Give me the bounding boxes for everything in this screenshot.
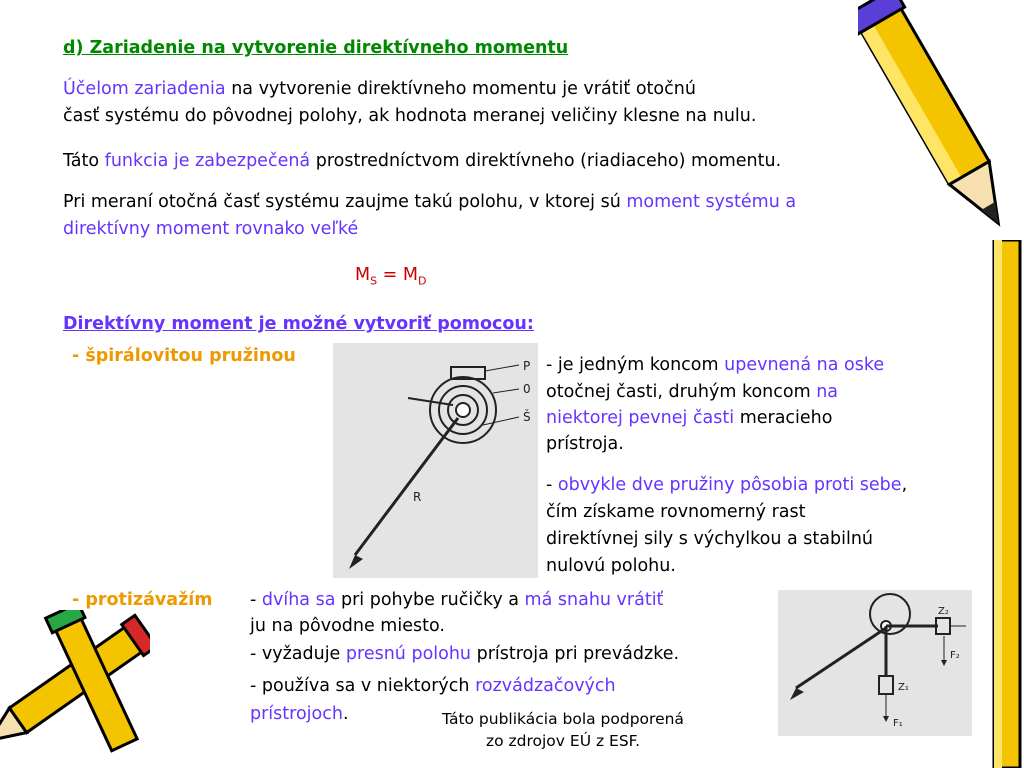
fig-label-o: 0 bbox=[523, 382, 531, 396]
spring-desc-1-line-3 bbox=[546, 406, 832, 431]
counterweight-label: - protizávažím bbox=[72, 590, 213, 610]
spring-desc-2-b: obvykle dve pružiny pôsobia proti sebe bbox=[557, 475, 902, 495]
spring-desc-2-line-2: čím získame rovnomerný rast bbox=[546, 502, 806, 522]
footer-line-2: zo zdrojov EÚ z ESF. bbox=[485, 732, 641, 750]
formula bbox=[355, 263, 426, 294]
counter-desc-1-a: - bbox=[250, 590, 262, 610]
spring-desc-1-e: niektorej pevnej časti bbox=[546, 408, 735, 428]
spring-desc-1-d: na bbox=[816, 382, 839, 402]
counter-desc-2 bbox=[250, 642, 679, 667]
fig-label-f2: F₂ bbox=[950, 650, 960, 661]
paragraph-2 bbox=[63, 149, 781, 174]
paragraph-3-line-2: direktívny moment rovnako veľké bbox=[63, 219, 359, 239]
purpose-highlight: Účelom zariadenia bbox=[63, 79, 226, 99]
paragraph-3-text: Pri meraní otočná časť systému zaujme takú polohu, v ktorej sú bbox=[63, 192, 627, 212]
paragraph-1-line-1 bbox=[63, 77, 696, 102]
formula-sub-d: D bbox=[417, 274, 427, 288]
formula-equals: = M bbox=[377, 265, 418, 285]
fig-label-z1: Z₁ bbox=[898, 682, 909, 693]
pencil-decoration-right bbox=[990, 240, 1024, 768]
counter-desc-1-line-2: ju na pôvodne miesto. bbox=[250, 616, 445, 636]
counter-desc-3-a: - používa sa v niektorých bbox=[250, 676, 476, 696]
counter-desc-3-line-1 bbox=[250, 674, 616, 699]
counterweight-diagram bbox=[778, 590, 972, 736]
spring-desc-1-f: meracieho bbox=[734, 408, 833, 428]
fig-label-f1: F₁ bbox=[893, 718, 903, 729]
counter-desc-3-d: . bbox=[342, 704, 349, 724]
spring-desc-1-line-1 bbox=[546, 353, 884, 378]
counter-desc-2-a: - vyžaduje bbox=[250, 644, 346, 664]
counter-desc-3-b: rozvádzačových bbox=[475, 676, 616, 696]
formula-sub-s: S bbox=[370, 274, 378, 288]
spring-desc-1-c: otočnej časti, druhým koncom bbox=[546, 382, 817, 402]
spring-desc-2-line-1 bbox=[546, 473, 907, 498]
subheading: Direktívny moment je možné vytvoriť pomocou: bbox=[63, 314, 534, 334]
paragraph-2-end: prostredníctvom direktívneho (riadiaceho) momentu. bbox=[310, 151, 782, 171]
fig-label-z2: Z₂ bbox=[938, 606, 949, 617]
moment-highlight: moment systému a bbox=[626, 192, 797, 212]
spring-desc-2-line-3: direktívnej sily s výchylkou a stabilnú bbox=[546, 529, 874, 549]
counter-desc-1-d: má snahu vrátiť bbox=[524, 590, 664, 610]
formula-m-left: M bbox=[355, 265, 371, 285]
spring-desc-2-line-4: nulovú polohu. bbox=[546, 556, 676, 576]
spring-desc-1-a: - je jedným koncom bbox=[546, 355, 725, 375]
spring-figure bbox=[333, 343, 538, 578]
spring-desc-1-line-2 bbox=[546, 380, 838, 405]
spring-desc-2-a: - bbox=[546, 475, 558, 495]
paragraph-1-text: na vytvorenie direktívneho momentu je vrátiť otočnú bbox=[225, 79, 696, 99]
pencil-decoration-top-right bbox=[858, 0, 1024, 245]
counter-desc-2-c: prístroja pri prevádzke. bbox=[471, 644, 680, 664]
spring-desc-2-c: , bbox=[901, 475, 908, 495]
counter-desc-1-line-1 bbox=[250, 588, 663, 613]
footer-line-1: Táto publikácia bola podporená bbox=[442, 710, 684, 728]
fig-label-p: P bbox=[523, 359, 531, 373]
spring-desc-1-line-4: prístroja. bbox=[546, 434, 624, 454]
pencils-decoration-bottom-left bbox=[0, 610, 150, 768]
paragraph-1-line-2: časť systému do pôvodnej polohy, ak hodnota meranej veličiny klesne na nulu. bbox=[63, 106, 757, 126]
fig-label-r: R bbox=[413, 490, 422, 504]
section-heading: d) Zariadenie na vytvorenie direktívneho momentu bbox=[63, 38, 569, 58]
paragraph-3-line-1 bbox=[63, 190, 796, 215]
paragraph-2-start: Táto bbox=[63, 151, 105, 171]
counter-desc-3-c: prístrojoch bbox=[250, 704, 343, 724]
function-highlight: funkcia je zabezpečená bbox=[104, 151, 311, 171]
spiral-spring-diagram bbox=[333, 343, 538, 578]
counter-desc-1-c: pri pohybe ručičky a bbox=[335, 590, 525, 610]
spring-label: - špirálovitou pružinou bbox=[72, 346, 296, 366]
counterweight-figure bbox=[778, 590, 972, 736]
counter-desc-3-line-2 bbox=[250, 702, 349, 727]
fig-label-s: Š bbox=[523, 410, 531, 424]
counter-desc-1-b: dvíha sa bbox=[261, 590, 336, 610]
counter-desc-2-b: presnú polohu bbox=[345, 644, 472, 664]
spring-desc-1-b: upevnená na oske bbox=[724, 355, 885, 375]
